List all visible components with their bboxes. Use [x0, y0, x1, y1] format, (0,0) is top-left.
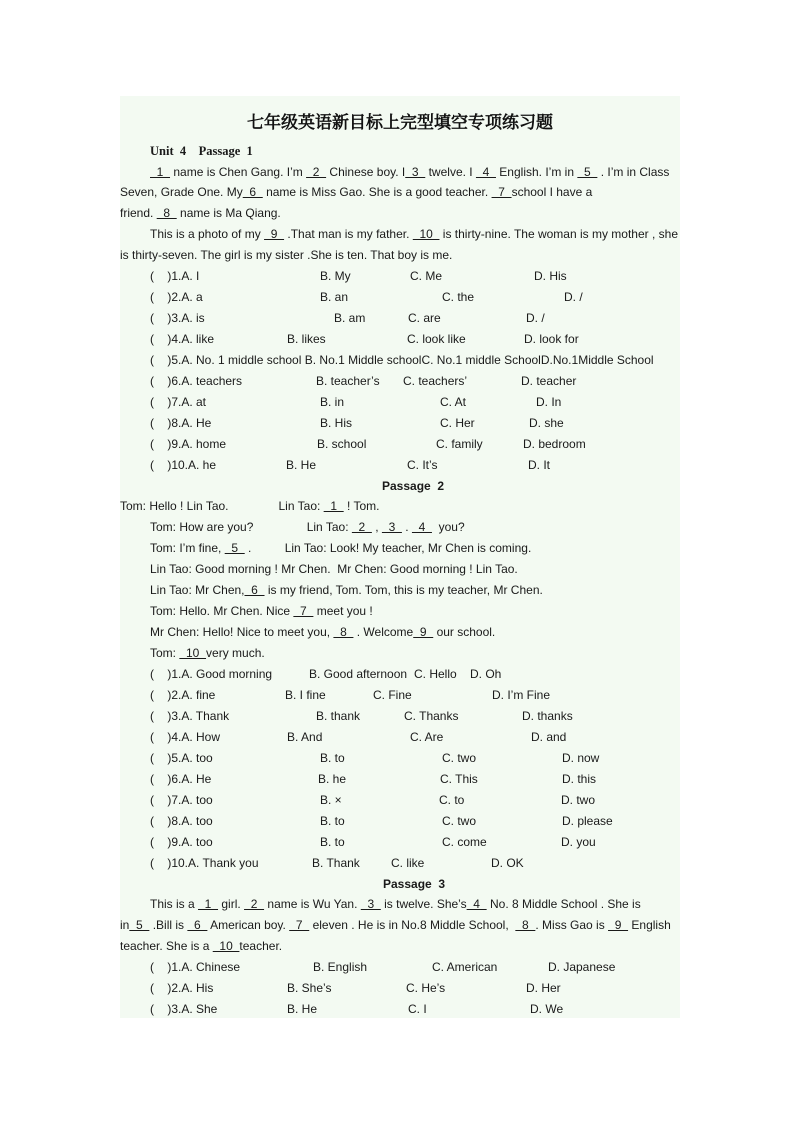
question-option: C. I [408, 1002, 427, 1016]
question-option-a: ( )3.A. Thank [150, 709, 230, 723]
question-option-a: ( )1.A. Good morning [150, 667, 273, 681]
text-segment: . Welcome [353, 625, 414, 639]
passage-text-line [120, 247, 452, 263]
blank-number: 6 [244, 583, 265, 597]
text-segment: is thirty-nine. The woman is my mother , she [439, 227, 678, 241]
blank-number: 10 [212, 939, 240, 953]
question-option: B. an [320, 290, 349, 304]
question-option: B. in [320, 395, 345, 409]
question-option-a: ( )4.A. How [150, 730, 221, 744]
text-segment: Mr Chen: Hello! Nice to meet you, [150, 625, 334, 639]
question-option: C. At [440, 395, 467, 409]
text-segment: . Miss Gao is [535, 918, 609, 932]
question-option: C. Thanks [404, 709, 459, 723]
question-option: D. We [530, 1002, 564, 1016]
question-option: D. now [562, 751, 600, 765]
question-option-a: ( )5.A. No. 1 middle school B. No.1 Middle schoolC. No.1 middle SchoolD.No.1Middle School [150, 353, 654, 367]
text-segment: Tom: [150, 646, 180, 660]
question-option: C. American [432, 960, 498, 974]
blank-number: 1 [150, 165, 171, 179]
dialogue-line [150, 645, 265, 661]
question-option: B. to [320, 835, 345, 849]
text-segment: very much. [206, 646, 265, 660]
text-segment: name is Miss Gao. She is a good teacher. [262, 185, 492, 199]
question-option: B. teacher’s [316, 374, 380, 388]
blank-number: 8 [515, 918, 536, 932]
text-segment: is thirty-seven. The girl is my sister .She is ten. That boy is me. [120, 248, 453, 262]
question-option-a: ( )6.A. He [150, 772, 212, 786]
question-option: B. Thank [312, 856, 360, 870]
question-option: C. come [442, 835, 487, 849]
question-option: B. thank [316, 709, 361, 723]
question-option: D. two [561, 793, 596, 807]
passage-header: Passage 2 [382, 479, 445, 493]
question-option: D. thanks [522, 709, 573, 723]
question-option: C. look like [407, 332, 466, 346]
blank-number: 3 [381, 520, 402, 534]
blank-number: 10 [179, 646, 207, 660]
question-option-a: ( )2.A. fine [150, 688, 216, 702]
question-option: B. His [320, 416, 353, 430]
blank-number: 7 [289, 918, 310, 932]
blank-number: 2 [351, 520, 372, 534]
dialogue-line [150, 540, 531, 556]
text-segment: name is Wu Yan. [264, 897, 361, 911]
page-title: 七年级英语新目标上完型填空专项练习题 [247, 113, 553, 133]
question-option: B. school [317, 437, 367, 451]
text-segment: girl. [218, 897, 245, 911]
question-option: C. It’s [407, 458, 438, 472]
question-option: D. please [562, 814, 613, 828]
question-option: D. she [529, 416, 564, 430]
text-segment: English [628, 918, 671, 932]
passage-text-line [150, 896, 641, 912]
question-option: D. Oh [470, 667, 502, 681]
text-segment: meet you ! [313, 604, 373, 618]
text-segment: name is Ma Qiang. [176, 206, 281, 220]
question-option: C. like [391, 856, 425, 870]
blank-number: 6 [187, 918, 208, 932]
question-option: D. His [534, 269, 567, 283]
text-segment: you? [431, 520, 465, 534]
blank-number: 7 [491, 185, 512, 199]
blank-number: 8 [156, 206, 177, 220]
question-option: D. In [536, 395, 562, 409]
question-option-a: ( )2.A. His [150, 981, 214, 995]
question-option: D. / [526, 311, 545, 325]
question-option: B. She’s [287, 981, 332, 995]
text-segment: This is a photo of my [150, 227, 265, 241]
question-option: B. × [320, 793, 342, 807]
text-segment: is twelve. She’s [380, 897, 467, 911]
question-option: D. / [564, 290, 583, 304]
question-option: B. My [320, 269, 351, 283]
question-option-a: ( )5.A. too [150, 751, 213, 765]
question-option: C. the [442, 290, 475, 304]
blank-number: 2 [306, 165, 327, 179]
question-option: B. am [334, 311, 366, 325]
question-option-a: ( )9.A. home [150, 437, 227, 451]
question-option: D. look for [524, 332, 579, 346]
blank-number: 9 [264, 227, 285, 241]
blank-number: 4 [475, 165, 496, 179]
question-option: B. And [287, 730, 323, 744]
blank-number: 6 [242, 185, 263, 199]
question-option: C. two [442, 814, 477, 828]
question-option-a: ( )3.A. is [150, 311, 205, 325]
blank-number: 9 [413, 625, 434, 639]
dialogue-line [150, 561, 518, 577]
text-segment: friend. [120, 206, 157, 220]
question-option: B. He [287, 1002, 318, 1016]
passage-header: Passage 3 [383, 877, 446, 891]
question-option-a: ( )7.A. at [150, 395, 207, 409]
text-segment: ! Tom. [343, 499, 380, 513]
question-option: B. English [313, 960, 368, 974]
question-option: C. This [440, 772, 478, 786]
question-option: C. to [439, 793, 465, 807]
text-segment: Tom: How are you? Lin Tao: [150, 520, 352, 534]
question-option-a: ( )6.A. teachers [150, 374, 243, 388]
blank-number: 4 [466, 897, 487, 911]
question-option-a: ( )3.A. She [150, 1002, 218, 1016]
text-segment: American boy. [207, 918, 290, 932]
question-option: D. you [561, 835, 596, 849]
question-option: C. two [442, 751, 477, 765]
blank-number: 7 [293, 604, 314, 618]
text-segment: in [120, 918, 130, 932]
question-option: D. bedroom [523, 437, 586, 451]
blank-number: 9 [608, 918, 629, 932]
text-segment: . Lin Tao: Look! My teacher, Mr Chen is coming. [244, 541, 532, 555]
question-option: B. He [286, 458, 317, 472]
text-segment: eleven . He is in No.8 Middle School, [309, 918, 516, 932]
question-option: B. Good afternoon [309, 667, 408, 681]
question-option-a: ( )9.A. too [150, 835, 213, 849]
passage-text-line [120, 205, 281, 221]
text-segment: teacher. [239, 939, 283, 953]
text-segment: Tom: Hello. Mr Chen. Nice [150, 604, 294, 618]
question-option: B. likes [287, 332, 326, 346]
dialogue-line [150, 603, 373, 619]
dialogue-line [150, 624, 495, 640]
question-option: C. Fine [373, 688, 412, 702]
question-option: C. Me [410, 269, 443, 283]
text-segment: twelve. I [425, 165, 476, 179]
passage-text-line [150, 164, 669, 180]
question-option-a: ( )10.A. Thank you [150, 856, 259, 870]
blank-number: 5 [577, 165, 598, 179]
question-option-a: ( )2.A. a [150, 290, 203, 304]
question-option: D. this [562, 772, 597, 786]
question-option-a: ( )1.A. Chinese [150, 960, 241, 974]
question-option: D. It [528, 458, 551, 472]
blank-number: 8 [333, 625, 354, 639]
dialogue-line [150, 519, 465, 535]
passage-text-line [120, 938, 282, 954]
question-option: D. Her [526, 981, 561, 995]
question-option: D. and [531, 730, 567, 744]
question-option: B. he [318, 772, 347, 786]
passage-text-line [150, 226, 678, 242]
blank-number: 10 [412, 227, 440, 241]
text-segment: school I have a [511, 185, 593, 199]
blank-number: 5 [129, 918, 150, 932]
text-segment: .That man is my father. [284, 227, 413, 241]
passage-text-line [120, 917, 671, 933]
text-segment: Tom: Hello ! Lin Tao. Lin Tao: [120, 499, 324, 513]
dialogue-line [150, 582, 543, 598]
question-option: B. to [320, 814, 345, 828]
text-segment: Lin Tao: Good morning ! Mr Chen. Mr Chen: Good morning ! Lin Tao. [150, 562, 518, 576]
question-option-a: ( )10.A. he [150, 458, 217, 472]
question-option: C. teachers’ [403, 374, 468, 388]
question-option: C. are [408, 311, 441, 325]
question-option-a: ( )7.A. too [150, 793, 213, 807]
text-segment: This is a [150, 897, 199, 911]
passage-text-line [120, 184, 592, 200]
blank-number: 1 [198, 897, 219, 911]
question-option: C. He’s [406, 981, 446, 995]
question-option-a: ( )8.A. He [150, 416, 212, 430]
text-segment: Tom: I’m fine, [150, 541, 225, 555]
question-option: B. I fine [285, 688, 326, 702]
blank-number: 2 [244, 897, 265, 911]
text-segment: . I’m in Class [597, 165, 670, 179]
dialogue-line [120, 498, 379, 514]
blank-number: 1 [323, 499, 344, 513]
question-option: B. to [320, 751, 345, 765]
question-option: D. I’m Fine [492, 688, 551, 702]
blank-number: 5 [224, 541, 245, 555]
question-option: C. Are [410, 730, 444, 744]
text-segment: our school. [433, 625, 496, 639]
question-option: C. Her [440, 416, 475, 430]
text-segment: , [371, 520, 382, 534]
blank-number: 3 [405, 165, 426, 179]
text-segment: English. I’m in [495, 165, 578, 179]
blank-number: 4 [411, 520, 432, 534]
text-segment: is my friend, Tom. Tom, this is my teacher, Mr Chen. [264, 583, 543, 597]
question-option-a: ( )8.A. too [150, 814, 213, 828]
blank-number: 3 [360, 897, 381, 911]
text-segment: No. 8 Middle School . She is [486, 897, 641, 911]
question-option: C. family [436, 437, 483, 451]
text-segment: Chinese boy. I [326, 165, 406, 179]
question-option: C. Hello [414, 667, 457, 681]
text-segment: Lin Tao: Mr Chen, [150, 583, 245, 597]
text-segment: . [401, 520, 412, 534]
question-option-a: ( )4.A. like [150, 332, 215, 346]
unit-header: Unit 4 Passage 1 [150, 144, 253, 158]
text-segment: Seven, Grade One. My [120, 185, 243, 199]
text-segment: .Bill is [149, 918, 188, 932]
question-option: D. OK [491, 856, 524, 870]
question-option-a: ( )1.A. I [150, 269, 200, 283]
text-segment: name is Chen Gang. I’m [170, 165, 307, 179]
question-option: D. teacher [521, 374, 577, 388]
question-option: D. Japanese [548, 960, 616, 974]
text-segment: teacher. She is a [120, 939, 213, 953]
